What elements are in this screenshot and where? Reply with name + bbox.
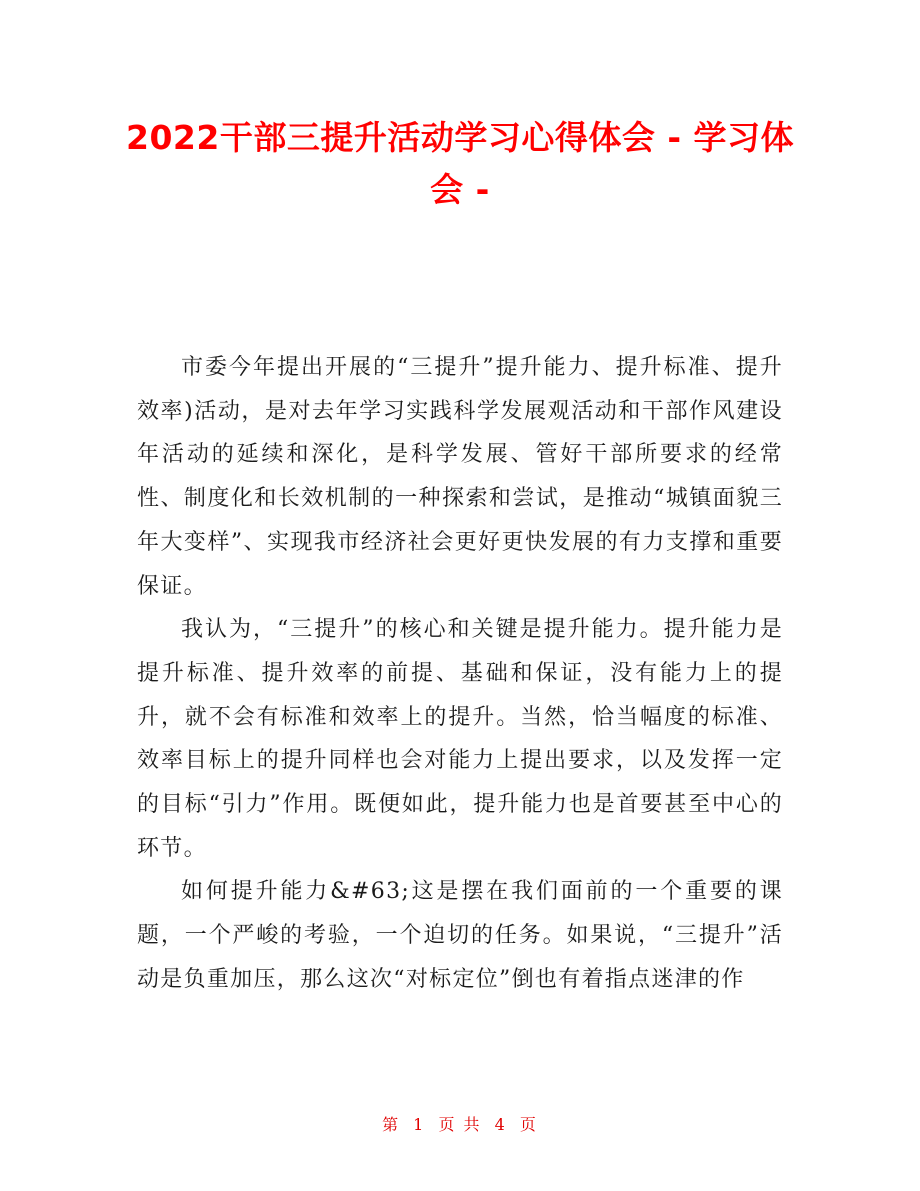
document-title: 2022干部三提升活动学习心得体会 - 学习体会 - <box>125 118 795 209</box>
page-prefix: 第 <box>382 1115 401 1134</box>
document-body <box>137 346 783 1002</box>
paragraph: 如何提升能力&#63;这是摆在我们面前的一个重要的课题，一个严峻的考验，一个迫切的任务。如果说，“三提升”活动是负重加压，那么这次“对标定位”倒也有着指点迷津的作 <box>137 879 783 992</box>
paragraph: 我认为，“三提升”的核心和关键是提升能力。提升能力是提升标准、提升效率的前提、基础和保证，没有能力上的提升，就不会有标准和效率上的提升。当然，恰当幅度的标准、效率目标上的提升同样也会对能力上提出要求，以及发挥一定的目标“引力”作用。既便如此，提升能力也是首要甚至中心的环节。 <box>137 617 783 861</box>
page-number: 1 <box>413 1115 426 1134</box>
page-footer <box>0 1112 920 1135</box>
page-mid: 页 共 <box>438 1115 482 1134</box>
page-suffix: 页 <box>519 1115 538 1134</box>
paragraph: 市委今年提出开展的“三提升”提升能力、提升标准、提升效率)活动，是对去年学习实践科学发展观活动和干部作风建设年活动的延续和深化，是科学发展、管好干部所要求的经常性、制度化和长效机制的一种探索和尝试，是推动“城镇面貌三年大变样”、实现我市经济社会更好更快发展的有力支撑和重要保证。 <box>137 355 783 599</box>
total-pages: 4 <box>494 1115 507 1134</box>
